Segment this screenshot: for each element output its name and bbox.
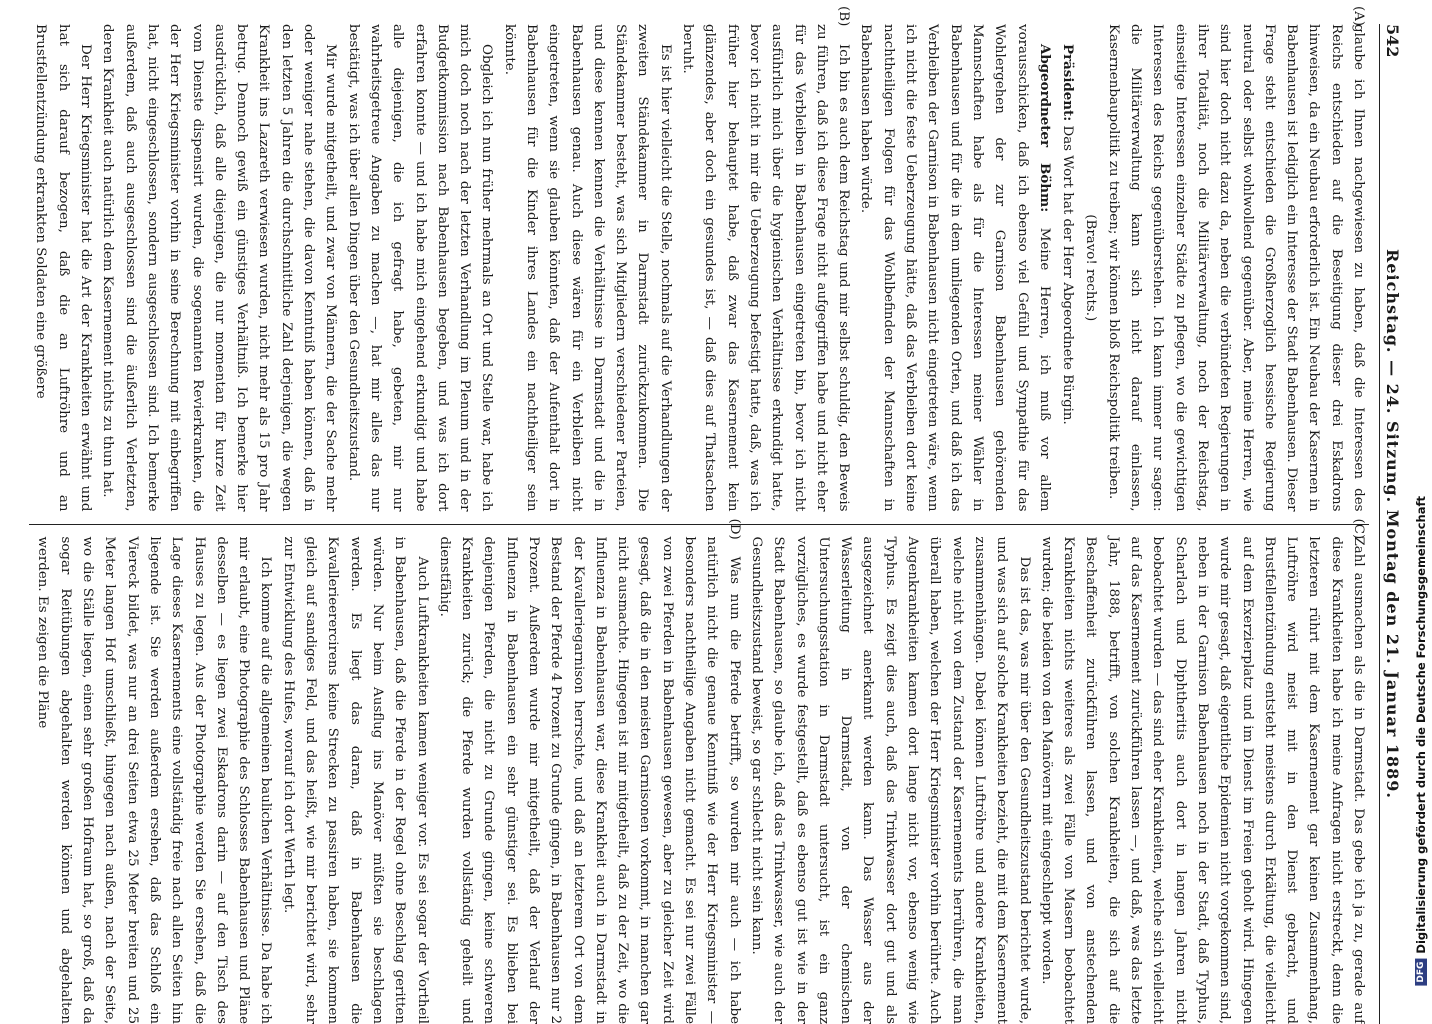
applause-note: (Bravo! rechts.) — [1079, 24, 1101, 512]
dfg-logo: DFG — [1415, 959, 1427, 986]
paragraph: Der Herr Kriegsminister hat die Art der Krankheiten erwähnt und hat sich darauf bezogen, daß die an Luftröhre und an Brustfellentzündung erkrankten Soldaten eine größere — [29, 24, 96, 512]
speaker-label: Abgeordneter Böhm: — [1037, 44, 1053, 212]
right-column — [29, 537, 1369, 1024]
paragraph: Ich komme auf die allgemeinen baulichen Verhältnisse. Da habe ich mir erlaubt, eine Photographie des Schlosses Babenhausen und Pläne desselben — es liegen zwei Eskadrons darin — auf den Tisch des Hauses zu legen. Aus der Photographie werden Sie ersehen, daß die Lage dieses Kasernements eine vollständig freie nach allen Seiten hin liegende ist. Sie werden außerdem ersehen, daß das Schloß ein Viereck bildet, was nur an drei Seiten etwa 25 Meter breiten und 25 Meter langen Hof umschließt, hingegen nach außen, nach der Seite, wo die Ställe liegen, einen sehr großen Hofraum hat, so groß, daß da sogar Reitübungen abgehalten werden können und abgehalten werden. Es zeigen die Pläne — [31, 537, 276, 1024]
digitization-note: Digitalisierung gefördert durch die Deutsche Forschungsgemeinschaft — [1414, 496, 1428, 954]
paragraph: Auch Luftkrankheiten kamen weniger vor. Es sei sogar der Vortheil in Babenhausen, daß die Pferde in der Regel ohne Beschlag geritten würden. Nur beim Ausflug ins Manöver müßten sie beschlagen werden. Es liegt das daran, daß in Babenhausen die Kavallerieerercirens keine Strecken zu passiren haben, sie kommen gleich auf sandiges Feld, und das heißt, wie mir berichtet wird, sehr zur Entwicklung des Hufes, worauf ich dort Werth legt. — [276, 537, 432, 1024]
paragraph: (A) glaube ich Ihnen nachgewiesen zu haben, daß die Interessen des Reichs entschieden auf die Beseitigung dieser drei Eskadrons hinweisen, da ein Neubau erforderlich ist. Ein Neubau der Kasernen in Babenhausen ist lediglich ein Interesse der Stadt Babenhausen. Dieser Frage steht entschieden die Großherzoglich hessische Regierung neutral oder selbst wohlwollend gegenüber. Aber, meine Herren, wie sind hier doch nicht dazu da, neben die verbündeten Regierungen in ihrer Totalität, noch die Militärverwaltung, noch der Reichstag, einseitige Interessen einzelner Städte zu pflegen, wo die gewichtigen Interessen des Reichs gegenüberstehen. Ich kann immer nur sagen: die Militärverwaltung kann sich nicht darauf einlassen, Kasernenbaupolitik zu treiben; wir können bloß Reichspolitik treiben. — [1101, 24, 1369, 512]
margin-mark-d: (D) — [722, 519, 744, 535]
page-title: Reichstag. — 24. Sitzung. Montag den 21. Januar 1889. — [1383, 94, 1402, 954]
paragraph: Obgleich ich nun früher mehrmals an Ort und Stelle war, habe ich mich doch noch nach der letzten Verhandlung im Plenum und in der Budgetkommission nach Babenhausen begeben, und was ich dort erfahren konnte — und ich habe mich eingehend erkundigt und habe alle diejenigen, die ich gefragt habe, gebeten, mir nur wahrheitsgetreue Angaben zu machen —, hat mir alles das nur bestätigt, was ich über allen Dingen über den Gesundheitszustand. — [341, 24, 497, 512]
president-remark: Präsident: Das Wort hat der Herr Abgeordnete Bürgin. — [1056, 24, 1079, 512]
paragraph: Mir wurde mitgetheilt, und zwar von Männern, die der Sache mehr oder weniger nahe stehen, die davon Kenntniß haben können, daß in den letzten 5 Jahren die durchschnittliche Zahl derjenigen, die wegen Krankheit ins Lazareth verwiesen wurden, nicht mehr als 15 pro Jahr betrug. Dennoch gewiß ein günstiges Verhältniß. Ich bemerke hier ausdrücklich, daß alle diejenigen, die nur momentan für kurze Zeit vom Dienste dispensirt wurden, die sogenannten Revierkranken, die der Herr Kriegsminister vorhin in seine Berechnung mit einbegriffen hat, nicht eingeschlossen, sondern ausgeschlossen sind. Ich bemerke außerdem, daß auch ausgeschlossen sind die äußerlich Verletzten, deren Krankheit auch natürlich dem Kasernement nichts zu thun hat. — [96, 24, 341, 512]
rotated-page — [62, 24, 1402, 1024]
text-columns — [29, 24, 1369, 1024]
paragraph: Es ist hier vielleicht die Stelle, nochmals auf die Verhandlungen der zweiten Ständekammer in Darmstadt zurückzukommen. Die Ständekammer besteht, was sich Mitgliedern verschiedener Parteien, und diese kennen kennen die Verhältnisse in Darmstadt und die in Babenhausen genau. Auch diese wären für ein Verbleiben nicht eingetreten, wenn sie glauben könnten, daß der Aufenthalt dort in Babenhausen für die Kinder ihres Landes ein nachtheiliger sein könnte. — [497, 24, 675, 512]
paragraph: (C) Zahl ausmachen als die in Darmstadt. Das gebe ich ja zu, gerade auf diese Krankheiten habe ich meine Anfragen nicht erstreckt, denn die letzteren rührt mit dem Kasernement gar keinen Zusammenhang, Luftröhre wird meist mit in den Dienst gebracht, und Brustfellentzündung entsteht meistens durch Erkältung, die vielleicht auf dem Exerzierplatz und im Dienst im Freien geholt wird. Hingegen wurde mir gesagt, daß eigentliche Epidemien nicht vorgekommen sind, neben in der Garnison Babenhausen noch in der Stadt, daß Typhus, Scharlach und Diphtheritis auch dort in langen Jahren nicht beobachtet wurden — das sind eher Krankheiten, welche sich vielleicht auf das Kasernement zurückführen lassen —, und daß, was das letzte Jahr, 1888, betrifft, von solchen Krankheiten, die sich auf die Beschaffenheit zurückführen lassen, und von anstechenden Krankheiten nichts weiteres als zwei Fälle von Masern beobachtet wurden; die beiden von den Manövern mit eingeschleppt worden. — [1035, 537, 1369, 1024]
page-number: 542 — [1383, 24, 1402, 94]
column-rule — [29, 524, 1369, 525]
margin-mark-a: (A) — [1347, 6, 1369, 22]
margin-mark-c: (C) — [1347, 519, 1369, 535]
paragraph: Das ist das, was mir über den Gesundheitszustand berichtet wurde, und was sich auf solche Krankheiten bezieht, die mit dem Kasernement zusammenhängen. Dabei können Luftröhre und andere Krankheiten, welche nicht von dem Zustand der Kasernements herrühren, die man überall haben, welchen der Herr Kriegsminister vorhin berührte. Auch Augenkrankheiten kamen dort lange nicht vor, ebenso wenig wie Typhus. Es zeigt dies auch, daß das Trinkwasser dort gut und als ausgezeichnet anerkannt werden kann. Das Wasser aus der Wasserleitung in Darmstadt, von der chemischen Untersuchungsstation in Darmstadt untersucht, ist ein ganz vorzügliches, es wurde festgestellt, daß es ebenso gut ist wie in der Stadt Babenhausen, so glaube ich, daß das Trinkwasser, wie auch der Gesundheitszustand beweist, so gar schlecht nicht sein kann. — [745, 537, 1035, 1024]
left-column — [29, 24, 1369, 512]
digitization-credit — [1414, 496, 1428, 986]
margin-mark-b: (B) — [832, 6, 854, 22]
speaker-label: Präsident: — [1060, 44, 1076, 121]
paragraph: (B) Ich bin es auch dem Reichstag und mir selbst schuldig, den Beweis zu führen, daß ich diese Frage nicht aufgegriffen habe und nicht eher für das Verbleiben in Babenhausen eingetreten bin, bevor ich nicht ausführlich mich über die hygienischen Verhältnisse erkundigt hatte, bevor ich nicht in mir die Ueberzeugung befestigt hatte, daß, was ich früher hier behauptet habe, daß zwar das Kasernement kein glänzendes, aber doch ein gesundes ist, — daß dies auf Thatsachen beruht. — [676, 24, 854, 512]
speech-opening: Abgeordneter Böhm: Meine Herren, ich muß vor allem vorausschicken, daß ich ebenso viel Gefühl und Sympathie für das Wohlergehen der zur Garnison Babenhausen gehörenden Mannschaften habe als für die Interessen meiner Wähler in Babenhausen und für die in dem umliegenden Orten, und daß ich das Verbleiben der Garnison in Babenhausen nicht eingetreten wäre, wenn ich nicht die feste Ueberzeugung hätte, daß das Verbleiben dort keine nachtheiligen Folgen für das Wohlbefinden der Mannschaften in Babenhausen haben würde. — [854, 24, 1056, 512]
paragraph: (D) Was nun die Pferde betrifft, so wurden mir auch — ich habe natürlich nicht die genaue Kenntniß wie der Herr Kriegsminister — besonders nachtheilige Angaben nicht gemacht. Es sei nur zwei Fälle von zwei Pferden in Babenhausen gewesen, aber zu gleicher Zeit wird gesagt, daß die in den meisten Garnisonen vorkommt, in manchen gar nicht ausmachte. Hingegen ist mir mitgetheilt, daß zu der Zeit, wo die Influenza in Babenhausen war, diese Krankheit auch in Darmstadt in der Kavalleriegarnison herrschte, und daß an letzterem Ort von dem Bestand der Pferde 4 Prozent zu Grunde gingen, in Babenhausen nur 2 Prozent. Außerdem wurde mir mitgetheilt, daß der Verlauf der Influenza in Babenhausen ein sehr günstiger sei. Es blieben bei denjenigen Pferden, die nicht zu Grunde gingen, keine schweren Krankheiten zurück; die Pferde wurden vollständig geheilt und dienstfähig. — [433, 537, 745, 1024]
running-header — [1379, 24, 1402, 1024]
